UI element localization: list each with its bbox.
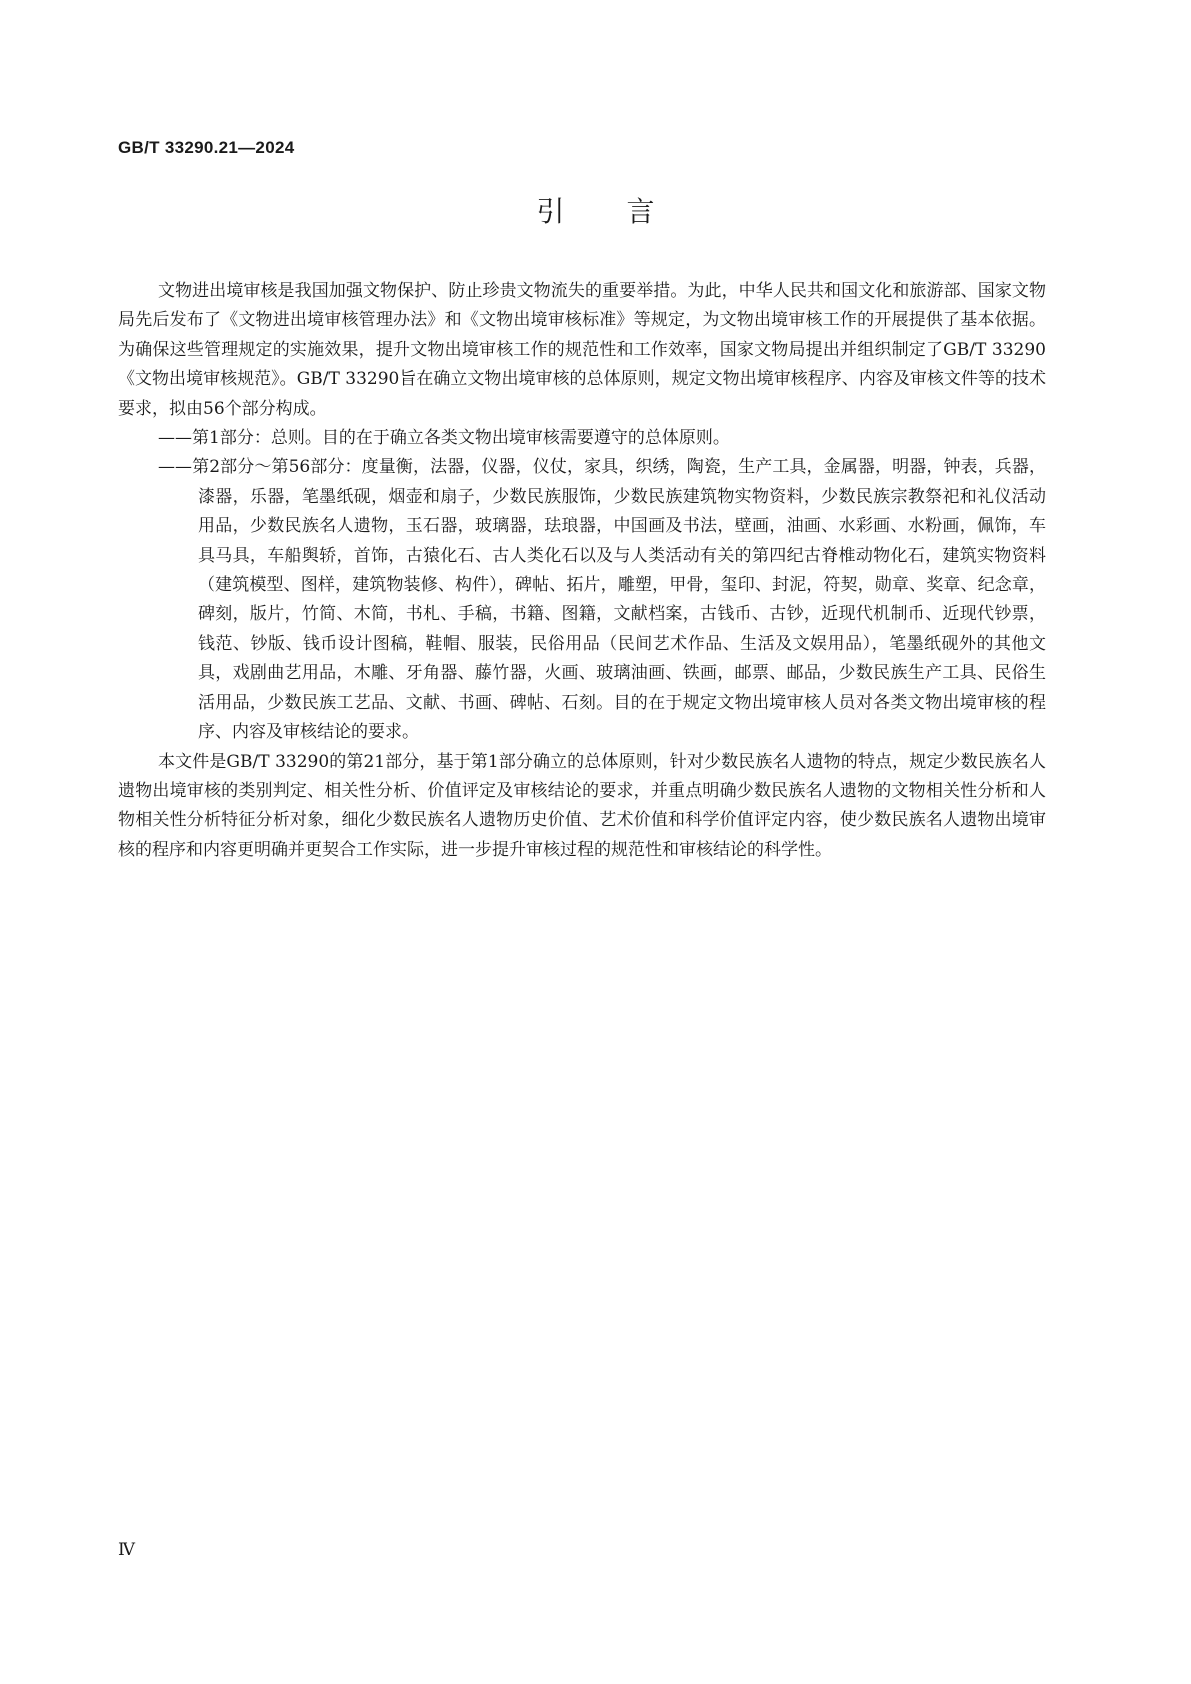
list-item-part-1: ——第1部分：总则。目的在于确立各类文物出境审核需要遵守的总体原则。 <box>158 428 730 449</box>
standard-number: GB/T 33290.21—2024 <box>118 138 295 157</box>
page-title: 引言 <box>536 195 717 228</box>
scope-paragraph: 本文件是GB/T 33290的第21部分，基于第1部分确立的总体原则，针对少数民族名人遗物的特点，规定少数民族名人遗物出境审核的类别判定、相关性分析、价值评定及审核结论的要求，并重点明确少数民族名人遗物的文物相关性分析和人物相关性分析特征分析对象，细化少数民族名人遗物历史价值、艺术价值和科学价值评定内容，使少数民族名人遗物出境审核的程序和内容更明确并更契合工作实际，进一步提升审核过程的规范性和审核结论的科学性。 <box>118 751 1046 860</box>
document-body <box>118 277 1046 865</box>
intro-paragraph: 文物进出境审核是我国加强文物保护、防止珍贵文物流失的重要举措。为此，中华人民共和国文化和旅游部、国家文物局先后发布了《文物进出境审核管理办法》和《文物出境审核标准》等规定，为文物出境审核工作的开展提供了基本依据。为确保这些管理规定的实施效果，提升文物出境审核工作的规范性和工作效率，国家文物局提出并组织制定了GB/T 33290《文物出境审核规范》。GB/T 33290旨在确立文物出境审核的总体原则，规定文物出境审核程序、内容及审核文件等的技术要求，拟由56个部分构成。 <box>118 281 1046 419</box>
page-number: Ⅳ <box>118 1540 135 1560</box>
list-item-parts-2-56: ——第2部分～第56部分：度量衡，法器，仪器，仪仗，家具，织绣，陶瓷，生产工具，金属器，明器，钟表，兵器，漆器，乐器，笔墨纸砚，烟壶和扇子，少数民族服饰，少数民族建筑物实物资料，少数民族宗教祭祀和礼仪活动用品，少数民族名人遗物，玉石器，玻璃器，珐琅器，中国画及书法，壁画，油画、水彩画、水粉画，佩饰，车具马具，车船舆轿，首饰，古猿化石、古人类化石以及与人类活动有关的第四纪古脊椎动物化石，建筑实物资料（建筑模型、图样，建筑物装修、构件），碑帖、拓片，雕塑，甲骨，玺印、封泥，符契，勋章、奖章、纪念章，碑刻，版片，竹简、木简，书札、手稿，书籍、图籍，文献档案，古钱币、古钞，近现代机制币、近现代钞票，钱范、钞版、钱币设计图稿，鞋帽、服装，民俗用品（民间艺术作品、生活及文娱用品），笔墨纸砚外的其他文具，戏剧曲艺用品，木雕、牙角器、藤竹器，火画、玻璃油画、铁画，邮票、邮品，少数民族生产工具、民俗生活用品，少数民族工艺品、文献、书画、碑帖、石刻。目的在于规定文物出境审核人员对各类文物出境审核的程序、内容及审核结论的要求。 <box>158 457 1046 743</box>
